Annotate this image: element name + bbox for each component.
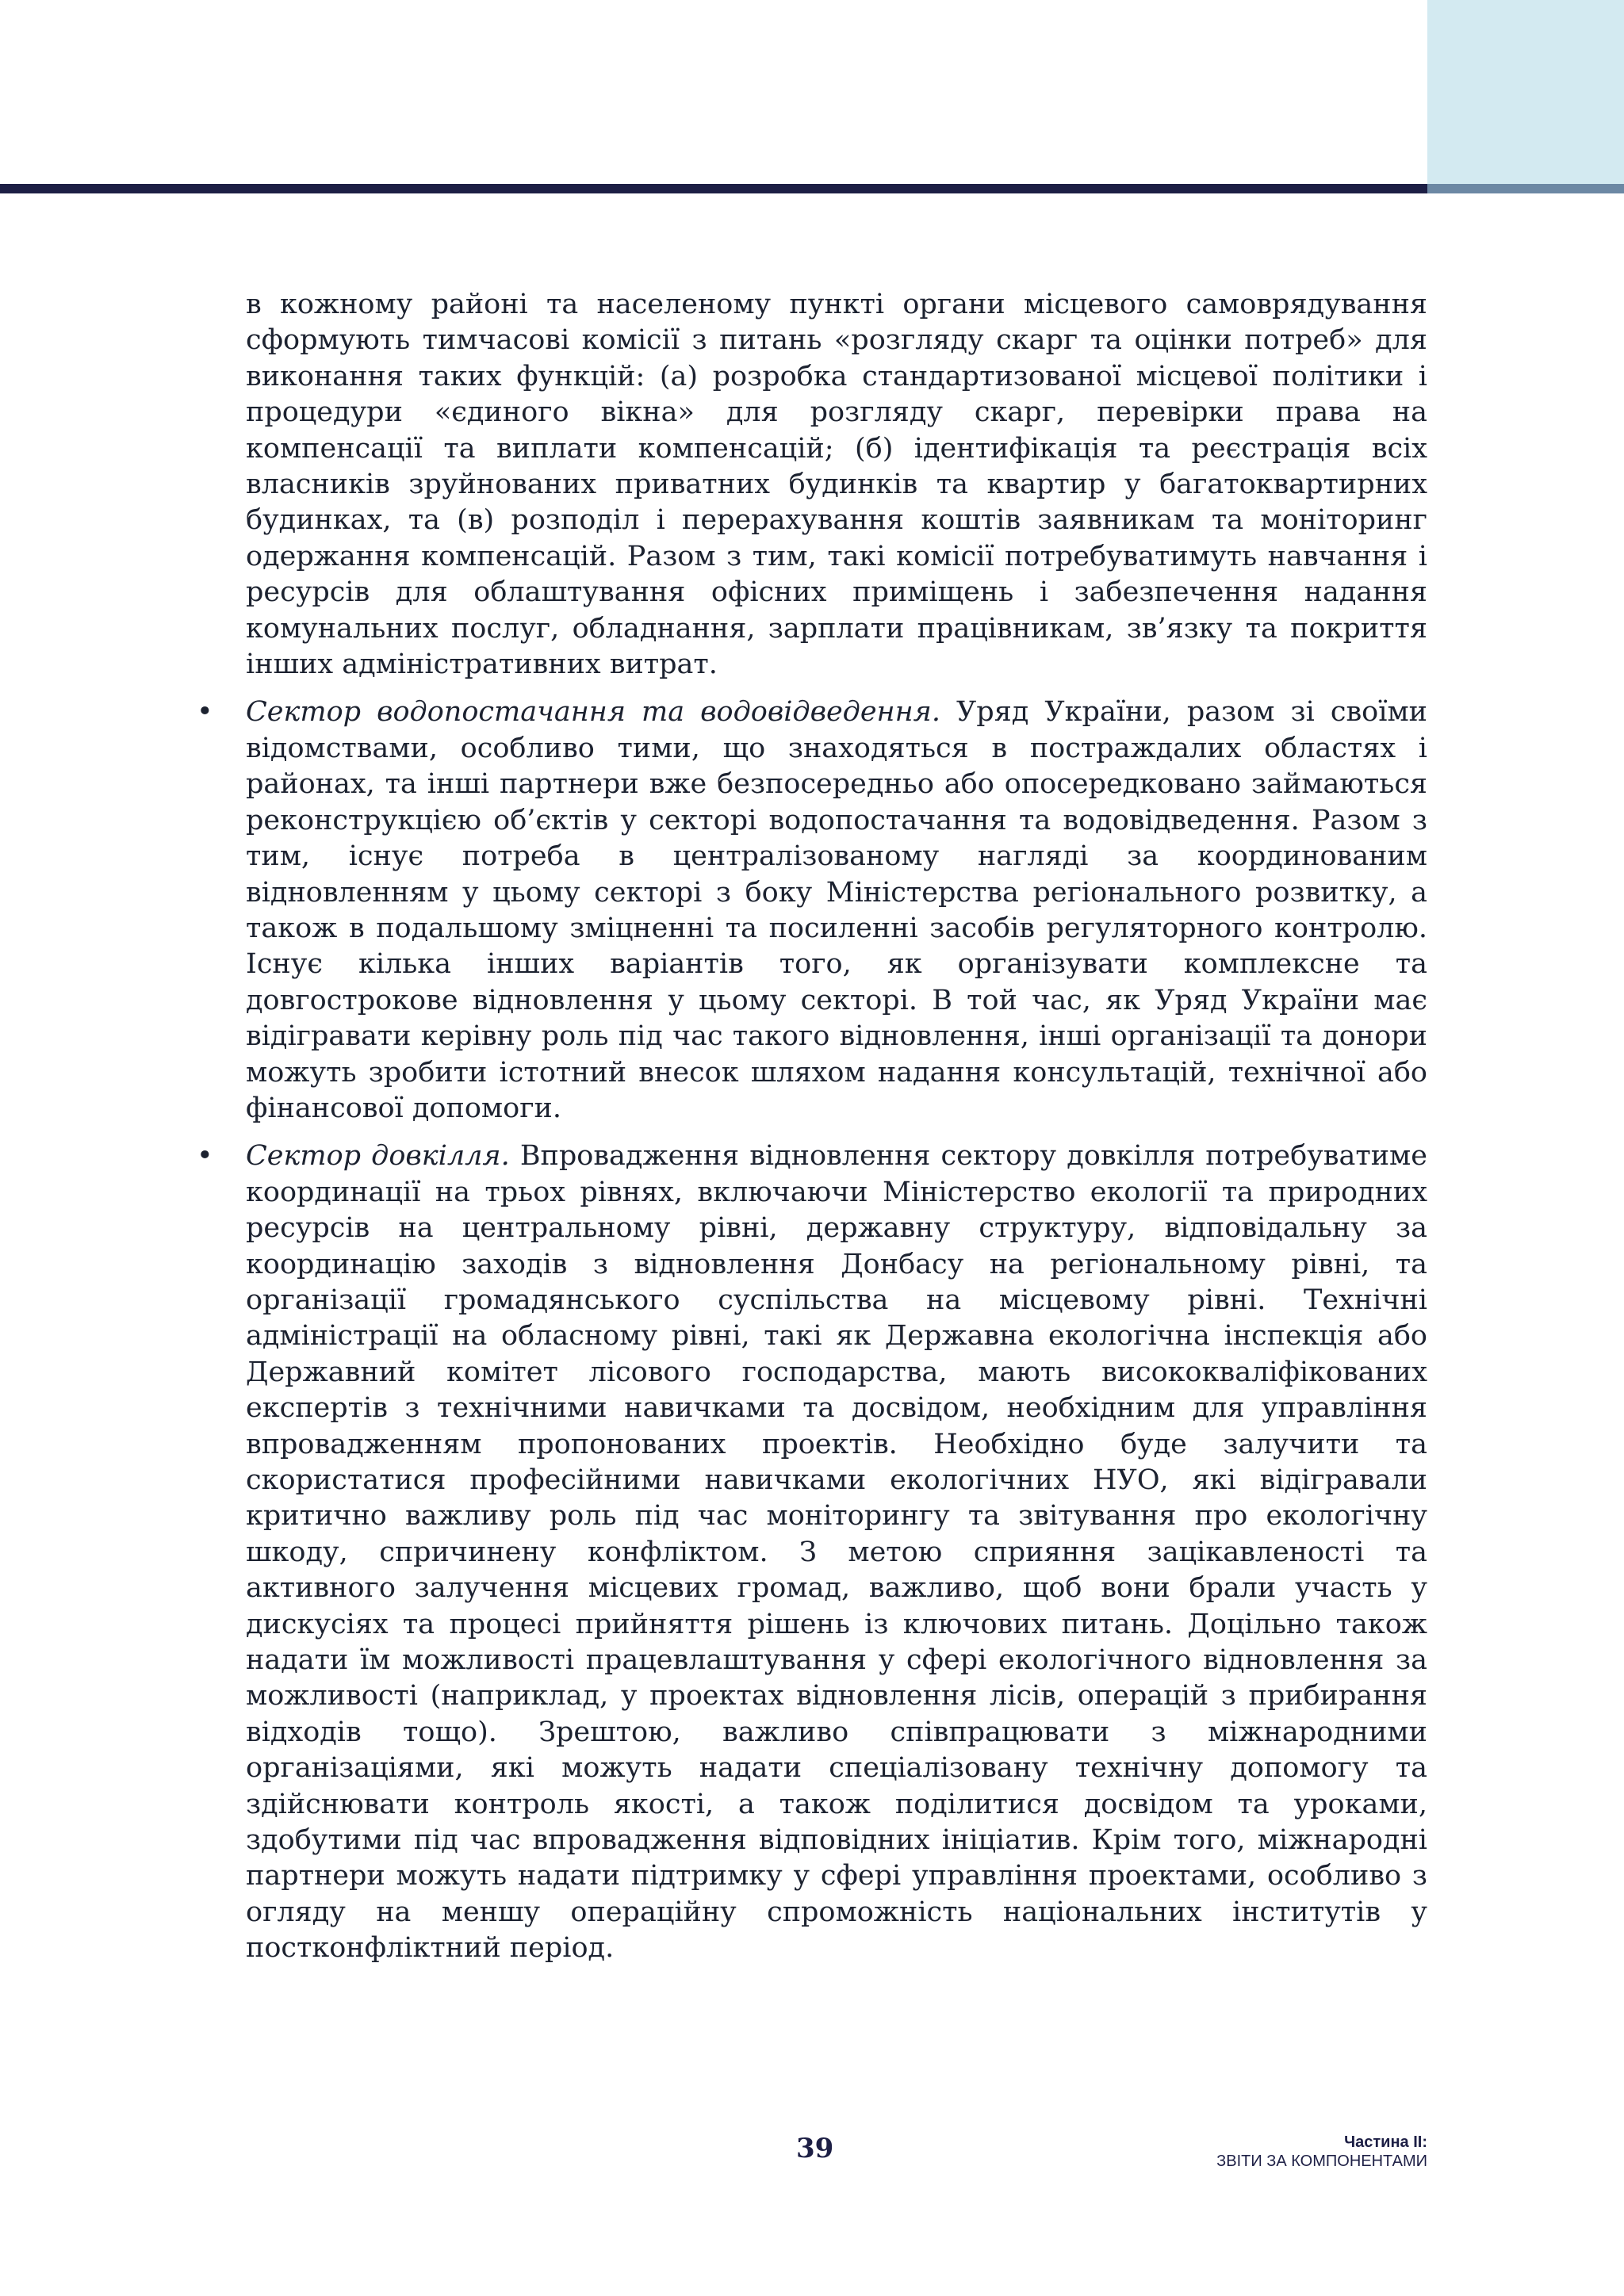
footer-part-label [1216, 2133, 1427, 2171]
bullet-paragraph [246, 695, 1427, 1127]
bullet-paragraph [246, 1138, 1427, 1966]
bullet-text: Уряд України, разом зі своїми відомствами, особливо тими, що знаходяться в постраждалих областях і районах, та інші партнери вже безпосередньо або опосередковано займаються реконструкцією об’єктів у секторі водопостачання та водовідведення. Разом з тим, існує потреба в централізованому нагляді за координованим відновленням у цьому секторі з боку Міністерства регіонального розвитку, а також в подальшому зміцненні та посиленні засобів регуляторного контролю. Існує кілька інших варіантів того, як організувати комплексне та довгострокове відновлення у цьому секторі. В той час, як Уряд України має відігравати керівну роль під час такого відновлення, інші організації та донори можуть зробити істотний внесок шляхом надання консультацій, технічної або фінансової допомоги. [246, 696, 1427, 1124]
footer-part-subtitle: ЗВІТИ ЗА КОМПОНЕНТАМИ [1216, 2152, 1427, 2170]
list-item-environment-sector [197, 1138, 1427, 1966]
header-bar [0, 184, 1427, 193]
page-content [197, 287, 1427, 1967]
bullet-text: Впровадження відновлення сектору довкілля потребуватиме координації на трьох рівнях, включаючи Міністерство екології та природних ресурсів на центральному рівні, державну структуру, відповідальну за координацію заходів з відновлення Донбасу на регіональному рівні, та організації громадянського суспільства на місцевому рівні. Технічні адміністрації на обласному рівні, такі як Державна екологічна інспекція або Державний комітет лісового господарства, мають висококваліфікованих експертів з технічними навичками та досвідом, необхідним для управління впровадженням пропонованих проектів. Необхідно буде залучити та скористатися професійними навичками екологічних НУО, які відігравали критично важливу роль під час моніторингу та звітування про екологічну шкоду, спричинену конфліктом. З метою сприяння зацікавленості та активного залучення місцевих громад, важливо, щоб вони брали участь у дискусіях та процесі прийняття рішень із ключових питань. Доцільно також надати їм можливості працевлаштування у сфері екологічного відновлення за можливості (наприклад, у проектах відновлення лісів, операцій з прибирання відходів тощо). Зрештою, важливо співпрацювати з міжнародними організаціями, які можуть надати спеціалізовану технічну допомогу та здійснювати контроль якості, а також поділитися досвідом та уроками, здобутими під час впровадження відповідних ініціатив. Крім того, міжнародні партнери можуть надати підтримку у сфері управління проектами, особливо з огляду на меншу операційну спроможність національних інститутів у постконфліктний період. [246, 1140, 1427, 1965]
bullet-lead: Сектор водопостачання та водовідведення. [246, 696, 940, 729]
bullet-lead: Сектор довкілля. [246, 1140, 510, 1173]
footer-part-title: Частина II: [1344, 2133, 1427, 2151]
list-item-water-sector [197, 695, 1427, 1127]
page-number: 39 [796, 2133, 834, 2164]
header-bar-accent [1427, 184, 1624, 193]
bullet-marker: • [197, 696, 213, 729]
bullet-list [197, 695, 1427, 1966]
intro-paragraph: в кожному районі та населеному пункті органи місцевого самоврядування сформують тимчасові комісії з питань «розгляду скарг та оцінки потреб» для виконання таких функцій: (а) розробка стандартизованої місцевої політики і процедури «єдиного вікна» для розгляду скарг, перевірки права на компенсації та виплати компенсацій; (б) ідентифікація та реєстрація всіх власників зруйнованих приватних будинків та квартир у багатоквартирних будинках, та (в) розподіл і перерахування коштів заявникам та моніторинг одержання компенсацій. Разом з тим, такі комісії потребуватимуть навчання і ресурсів для облаштування офісних приміщень і забезпечення надання комунальних послуг, обладнання, зарплати працівникам, зв’язку та покриття інших адміністративних витрат. [246, 289, 1427, 681]
bullet-marker: • [197, 1140, 213, 1173]
header-corner-block [1427, 0, 1624, 184]
